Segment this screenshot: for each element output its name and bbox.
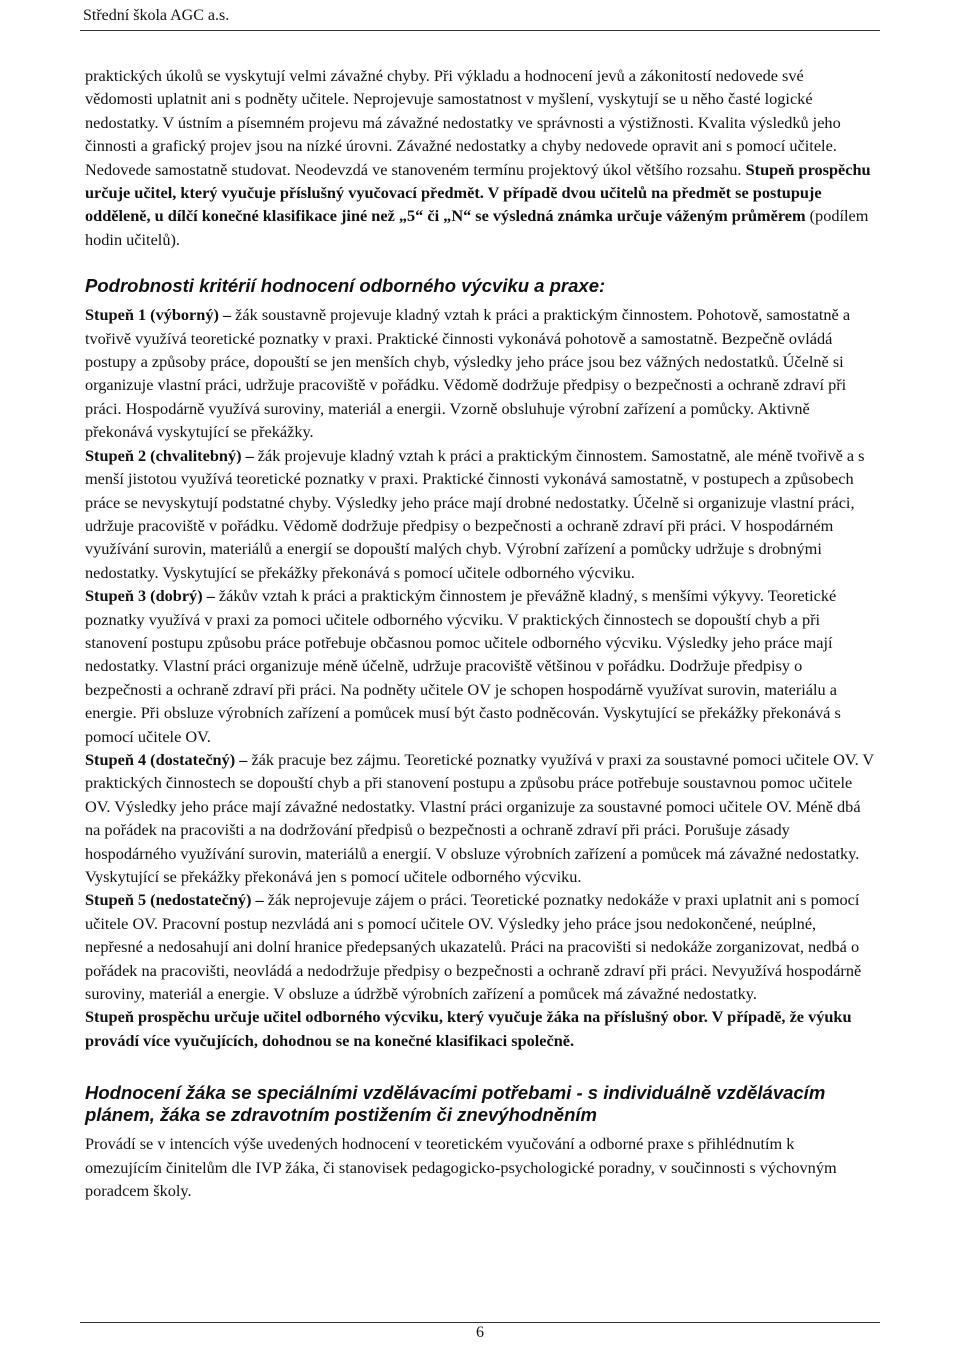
grade-text: žák neprojevuje zájem o práci. Teoretické poznatky nedokáže v praxi uplatnit ani s pomocí učitele OV. Pracovní postup nezvládá ani s pomocí učitele OV. Výsledky jeho práce jsou nedokončené, neúplné, nepřesné a nedosahují ani dolní hranice předepsaných ukazatelů. Práci na pracovišti si nedokáže zorganizovat, nedbá o pořádek na pracovišti, neovládá a nedodržuje předpisy o bezpečnosti a ochraně zdraví při práci. Nevyužívá hospodárně suroviny, materiál a energie. V obsluze a údržbě výrobních zařízení a pomůcek má závažné nedostatky.	[85, 890, 862, 1004]
grade-paragraph-3	[85, 584, 875, 748]
grade-label: Stupeň 3 (dobrý) –	[85, 586, 215, 606]
special-needs-paragraph: Provádí se v intencích výše uvedených hodnocení v teoretickém vyučování a odborné praxe s přihlédnutím k omezujícím činitelům dle IVP žáka, či stanovisek pedagogicko-psychologické poradny, v součinnosti s výchovným poradcem školy.	[85, 1134, 837, 1201]
footer-rule	[80, 1322, 880, 1323]
intro-text: praktických úkolů se vyskytují velmi závažné chyby. Při výkladu a hodnocení jevů a zákonitostí nedovede své vědomosti uplatnit ani s podněty učitele. Neprojevuje samostatnost v myšlení, vyskytují se u něho časté logické nedostatky. V ústním a písemném projevu má závažné nedostatky ve správnosti a výstižnosti. Kvalita výsledků jeho činnosti a grafický projev jsou na nízké úrovni. Závažné nedostatky a chyby nedovede opravit ani s pomocí učitele. Nedovede samostatně studovat. Neodevzdá ve stanoveném termínu projektový úkol většího rozsahu.	[85, 66, 841, 179]
header-rule	[80, 30, 880, 31]
closing-bold-paragraph: Stupeň prospěchu určuje učitel odborného výcviku, který vyučuje žáka na příslušný obor. V případě, že výuku provádí více vyučujících, dohodnou se na konečné klasifikaci společně.	[85, 1007, 852, 1050]
grade-paragraph-1	[85, 303, 875, 443]
intro-tail-text: (podílem hodin učitelů).	[85, 206, 869, 249]
grade-paragraph-4	[85, 748, 875, 888]
grade-label: Stupeň 2 (chvalitebný) –	[85, 445, 254, 465]
section-heading-criteria: Podrobnosti kritérií hodnocení odborného výcviku a praxe:	[85, 275, 606, 297]
intro-paragraph	[85, 64, 875, 251]
grade-label: Stupeň 4 (dostatečný) –	[85, 749, 248, 769]
grade-label: Stupeň 5 (nedostatečný) –	[85, 890, 264, 910]
page-content	[85, 64, 875, 1202]
grade-paragraph-5	[85, 888, 875, 1005]
page-header	[0, 0, 960, 38]
grade-text: žák pracuje bez zájmu. Teoretické poznatky využívá v praxi za soustavné pomoci učitele OV. V praktických činnostech se dopouští chyb a při stanovení postupu a způsobu práce potřebuje soustavnou pomoc učitele OV. Výsledky jeho práce mají závažné nedostatky. Vlastní práci organizuje za soustavné pomoci učitele OV. Méně dbá na pořádek na pracovišti a na dodržování předpisů o bezpečnosti a ochraně zdraví při práci. Porušuje zásady hospodárného využívání surovin, materiálů a energií. V obsluze výrobních zařízení a pomůcek má závažné nedostatky. Vyskytující se překážky překonává jen s pomocí učitele odborného výcviku.	[85, 749, 874, 886]
page-footer	[0, 1310, 960, 1356]
grade-paragraph-2	[85, 444, 875, 584]
grade-label: Stupeň 1 (výborný) –	[85, 305, 232, 325]
grade-text: žák soustavně projevuje kladný vztah k práci a praktickým činnostem. Pohotově, samostatně a tvořivě využívá teoretické poznatky v praxi. Praktické činnosti vykonává pohotově a samostatně. Bezpečně ovládá postupy a způsoby práce, dopouští se jen menších chyb, výsledky jeho práce jsou bez vážných nedostatků. Účelně si organizuje vlastní práci, udržuje pracoviště v pořádku. Vědomě dodržuje předpisy o bezpečnosti a ochraně zdraví při práci. Hospodárně využívá suroviny, materiál a energii. Vzorně obsluhuje výrobní zařízení a pomůcky. Aktivně překonává vyskytující se překážky.	[85, 305, 851, 442]
section-heading-special-needs: Hodnocení žáka se speciálními vzdělávacími potřebami - s individuálně vzdělávacím plánem, žáka se zdravotním postižením či znevýhodněním	[85, 1082, 826, 1126]
grade-text: žákův vztah k práci a praktickým činnostem je převážně kladný, s menšími výkyvy. Teoretické poznatky využívá v praxi za pomoci učitele odborného výcviku. V praktických činnostech se dopouští chyb a při stanovení postupu způsobu práce potřebuje občasnou pomoc učitele odborného výcviku. Výsledky jeho práce mají nedostatky. Vlastní práci organizuje méně účelně, udržuje pracoviště většinou v pořádku. Dodržuje předpisy o bezpečnosti a ochraně zdraví při práci. Na podněty učitele OV je schopen hospodárně využívat surovin, materiálu a energie. Při obsluze výrobních zařízení a pomůcek musí být často podněcován. Vyskytující se překážky překonává s pomocí učitele OV.	[85, 586, 841, 746]
header-title: Střední škola AGC a.s.	[83, 7, 230, 24]
grade-text: žák projevuje kladný vztah k práci a praktickým činnostem. Samostatně, ale méně tvořivě a s menší jistotou využívá teoretické poznatky v praxi. Praktické činnosti vykonává samostatně, v postupech a způsobech práce se nevyskytují podstatné chyby. Výsledky jeho práce mají drobné nedostatky. Účelně si organizuje vlastní práci, udržuje pracoviště v pořádku. Vědomě dodržuje předpisy o bezpečnosti a ochraně zdraví při práci. V hospodárném využívání surovin, materiálů a energií se dopouští malých chyb. Výrobní zařízení a pomůcky udržuje s drobnými nedostatky. Vyskytující se překážky překonává s pomocí učitele odborného výcviku.	[85, 445, 865, 582]
page-number: 6	[476, 1324, 484, 1341]
intro-bold-text: Stupeň prospěchu určuje učitel, který vyučuje příslušný vyučovací předmět. V případě dvou učitelů na předmět se postupuje odděleně, u dílčí konečné klasifikace jiné než „5“ či „N“ se výsledná známka určuje váženým průměrem	[85, 159, 871, 226]
